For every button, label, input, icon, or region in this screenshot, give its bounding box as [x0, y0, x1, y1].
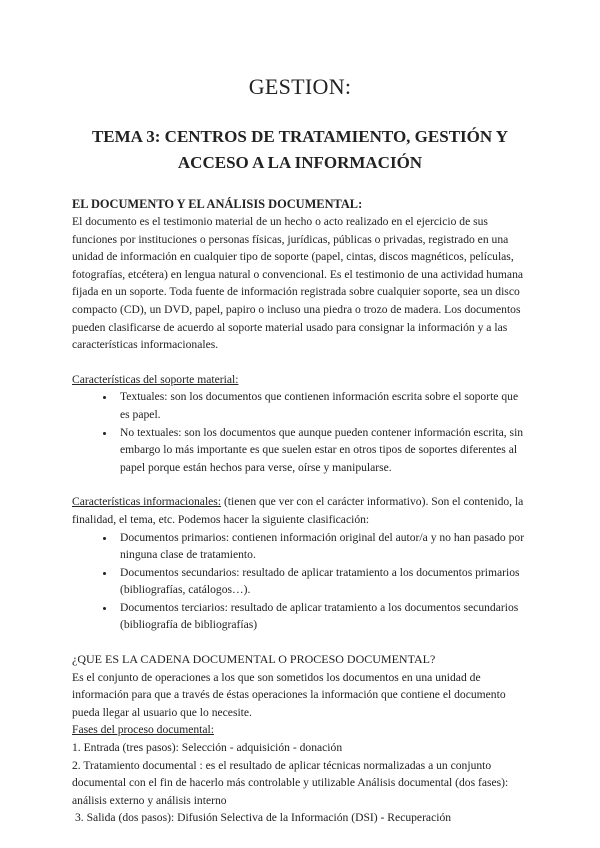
topic-title: TEMA 3: CENTROS DE TRATAMIENTO, GESTIÓN Y ACCESO A LA INFORMACIÓN: [91, 127, 509, 172]
soporte-list: [72, 388, 528, 476]
spacer: [72, 476, 528, 493]
informacionales-intro: (tienen que ver con el carácter informativo). Son el contenido, la finalidad, el tema, etc. Podemos hacer la siguiente clasificación:: [72, 495, 524, 526]
list-item: • Documentos terciarios: resultado de aplicar tratamiento a los documentos secundarios (bibliografía de bibliografías): [116, 599, 528, 634]
informacionales-list: [72, 529, 528, 635]
list-item: • Textuales: son los documentos que contienen información escrita sobre el soporte que es papel.: [116, 388, 528, 423]
page-title: GESTION:: [248, 74, 352, 99]
informacionales-paragraph: [72, 493, 528, 528]
spacer: [72, 634, 528, 651]
documento-paragraph: El documento es el testimonio material de un hecho o acto realizado en el ejercicio de sus funciones por instituciones o personas físicas, jurídicas, públicas o privadas, registrado en una unidad de información en cualquier tipo de soporte (papel, cintas, discos magnéticos, películas, fotografías, etcétera) en lengua natural o convencional. Es el testimonio de una actividad humana fijada en un soporte. Toda fuente de información registrada sobre cualquier soporte, sea un disco compacto (CD), un DVD, papel, papiro o incluso una piedra o trozo de madera. Los documentos pueden clasificarse de acuerdo al soporte material usado para consignar la información y a las características informacionales.: [72, 215, 524, 352]
cadena-heading: ¿QUE ES LA CADENA DOCUMENTAL O PROCESO DOCUMENTAL?: [72, 652, 436, 667]
list-item: • Documentos secundarios: resultado de aplicar tratamiento a los documentos primarios (bibliografías, catálogos…).: [116, 564, 528, 599]
phases-heading: [72, 721, 528, 739]
soporte-label: Características del soporte material:: [72, 372, 239, 386]
spacer: [72, 354, 528, 371]
list-item: • Documentos primarios: contienen información original del autor/a y no han pasado por ninguna clase de tratamiento.: [116, 529, 528, 564]
section-heading-documento: EL DOCUMENTO Y EL ANÁLISIS DOCUMENTAL:: [72, 197, 363, 211]
soporte-heading: [72, 371, 528, 389]
phase-tratamiento: 2. Tratamiento documental : es el resultado de aplicar técnicas normalizadas a un conjunto documental con el fin de hacerlo más controlable y utilizable Análisis documental (dos fases): análisis externo y análisis interno: [72, 758, 509, 807]
phases-label: Fases del proceso documental:: [72, 723, 214, 737]
phase-entrada: 1. Entrada (tres pasos): Selección - adquisición - donación: [72, 741, 343, 755]
list-item: • No textuales: son los documentos que aunque pueden contener información escrita, sin embargo lo más importante es que suelen estar en otros tipos de soportes diferentes al papel porque están hechos para verse, oírse y manipularse.: [116, 424, 528, 477]
phase-salida: 3. Salida (dos pasos): Difusión Selectiva de la Información (DSI) - Recuperación: [75, 811, 452, 825]
informacionales-label: Características informacionales:: [72, 495, 222, 509]
cadena-paragraph: Es el conjunto de operaciones a los que son sometidos los documentos en una unidad de información para que a través de éstas operaciones la información que contiene el documento pueda llegar al usuario que lo necesite.: [72, 670, 506, 719]
